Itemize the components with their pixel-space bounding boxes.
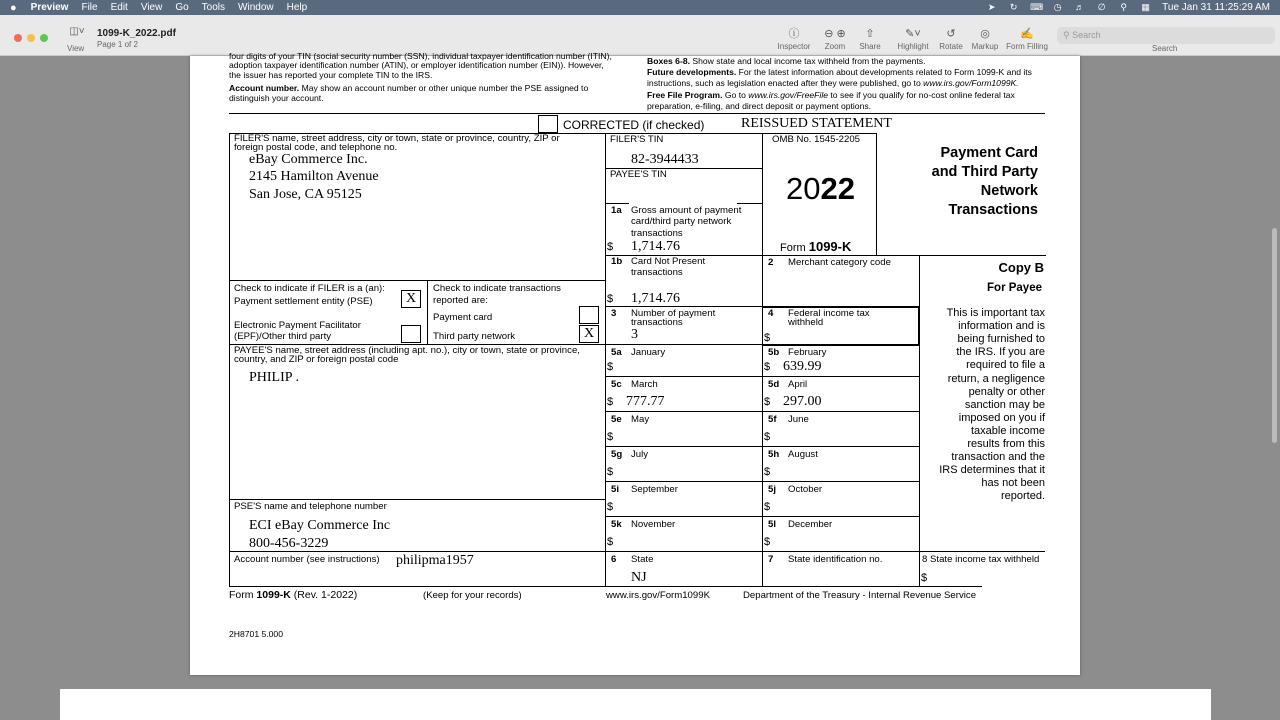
notice-line: imposed on you if [958, 411, 1045, 424]
epf-checkbox[interactable] [401, 325, 421, 343]
form-filling-icon: ✍ [1020, 28, 1034, 40]
omb-number: OMB No. 1545-2205 [772, 134, 860, 145]
box-5g-number: 5g [611, 449, 623, 460]
payee-label-1: PAYEE'S name, street address (including apt. no.), city or town, state or province, [234, 345, 580, 356]
zoom-window-button[interactable] [40, 34, 48, 42]
control-center-icon[interactable]: ▦ [1141, 2, 1150, 12]
keyboard-icon[interactable]: ⌨ [1030, 2, 1044, 12]
box-5j-month-label: October [788, 484, 823, 495]
filer-tin-value[interactable]: 82-3944433 [631, 152, 699, 167]
payee-name[interactable]: PHILIP . [249, 370, 300, 385]
pse-name[interactable]: ECI eBay Commerce Inc [249, 518, 391, 533]
box-7-label: State identification no. [788, 554, 883, 565]
box-5j-number: 5j [768, 484, 777, 495]
footer-department: Department of the Treasury - Internal Revenue Service [743, 590, 977, 601]
vertical-scrollbar[interactable] [1272, 228, 1277, 443]
form-title-2: and Third Party [931, 164, 1038, 180]
box-5e-month-label: May [631, 414, 650, 425]
pse-label: Payment settlement entity (PSE) [234, 296, 373, 307]
tax-year: 2022 [786, 171, 855, 206]
menu-window[interactable]: Window [238, 2, 274, 13]
box-5c-month-label: March [631, 379, 658, 390]
form-number-header: Form 1099-K [780, 239, 852, 254]
box-5h-number: 5h [768, 449, 780, 460]
box-1a-label-2: card/third party network [631, 216, 732, 227]
document-title[interactable]: 1099-K_2022.pdf [97, 28, 176, 39]
box-5k-dollar-sign: $ [607, 536, 614, 548]
box-5b-value[interactable]: 639.99 [783, 359, 822, 374]
pse-checkbox[interactable]: X [401, 290, 421, 308]
box-5c-dollar-sign: $ [607, 396, 614, 408]
notice-line: reported. [1000, 490, 1045, 503]
filer-city[interactable]: San Jose, CA 95125 [249, 187, 362, 202]
box-6-number: 6 [611, 554, 617, 565]
filer-name[interactable]: eBay Commerce Inc. [249, 152, 368, 167]
box-5c-number: 5c [611, 379, 622, 390]
box-1a-number: 1a [611, 205, 622, 216]
box-5l-dollar-sign: $ [764, 536, 771, 548]
search-field[interactable] [1057, 27, 1275, 44]
reissued-statement: REISSUED STATEMENT [741, 116, 892, 131]
notice-line: transaction and the [951, 451, 1045, 464]
box-3-value[interactable]: 3 [631, 327, 638, 342]
instr-tin-line-2: adoption taxpayer identification number (ATIN), or employer identification number (EIN)). However, [229, 60, 604, 70]
box-5f-dollar-sign: $ [764, 431, 771, 443]
pse-name-label: PSE'S name and telephone number [234, 501, 387, 512]
box-5a-dollar-sign: $ [607, 361, 614, 373]
location-icon[interactable]: ➤ [987, 2, 996, 12]
box-3-label-1: Number of payment [631, 308, 716, 319]
notice-line: penalty or other [968, 385, 1045, 398]
sidebar-view-icon[interactable]: ◫˅ [69, 26, 85, 37]
box-5d-number: 5d [768, 379, 780, 390]
search-label: Search [1152, 44, 1178, 53]
box-5d-month-label: April [788, 379, 808, 390]
box-5a-month-label: January [631, 347, 666, 358]
payment-card-checkbox[interactable] [579, 306, 599, 324]
payment-card-label: Payment card [433, 312, 493, 323]
footer-form-number: Form 1099-K (Rev. 1-2022) [229, 589, 358, 601]
third-party-checkbox[interactable]: X [579, 325, 599, 343]
pdf-page-2[interactable] [60, 689, 1211, 720]
volume-icon[interactable]: ♬ [1075, 2, 1085, 12]
box-8-label: 8 State income tax withheld [922, 554, 1040, 565]
notice-line: IRS determines that it [939, 464, 1045, 477]
instr-tin-line-1: four digits of your TIN (social security number (SSN), individual taxpayer identification number (ITIN), [229, 51, 612, 61]
box-5k-number: 5k [611, 519, 622, 530]
box-4-label-2: withheld [788, 317, 824, 328]
share-icon: ⇧ [865, 28, 875, 40]
payee-label-2: country, and ZIP or foreign postal code [234, 354, 399, 365]
pdf-page-1[interactable]: four digits of your TIN (social security number (SSN), individual taxpayer identification number (ITIN), adoption taxpayer identification number (ATIN), or employer identification number (EIN)). However, the issuer has reported your complete TIN to the IRS. Account number. May show an account number or other unique number the PSE assigned to distinguish your account. Boxes 6-8. Show state and local income tax withheld from the payments. Future developments. For the latest information about developments related to Form 1099-K and its instructions, such as legislation enacted after they were published, go to www.irs.gov/Form1099K. Free File Program. Go to www.irs.gov/FreeFile to see if you qualify for no-cost online federal tax preparation, e-filing, and direct deposit or payment options. CORRECTED (if checked) REISSUED STATEMENT FILER'S name, street address, city or town, state or province, country, ZIP or foreign postal code, and telephone no. eBay Commerce Inc. 2145 Hamilton Avenue San Jose, CA 95125 FILER'S TIN 82-3944433 PAYEE'S TIN OMB No. 1545-2205 2022 Form 1099-K Payment Card and Third Party Network Transactions 1a Gross amount of payment card/third party network transactions $ 1,714.76 1b Card Not Present transactions $ 1,714.76 2 Merchant category code 3 Number of payment transactions 3 4 Federal income tax withheld $ Check to indicate if FILER is a (an): Payment settlement entity (PSE) X Electronic Payment Facilitator (EPF)/Other third party Check to indicate transactions reported are: Payment card Third party network X PAYEE'S name, street address (including apt. no.), city or town, state or province, country, and ZIP or foreign postal code PHILIP . 5a January $ 5b February $ 639.99 5c March $ 777.77 5d April $ 297.00 5e May $ 5f June $ 5g July $ 5h August $ 5i September $ 5j October $ 5k November $ 5l December $ PSE'S name and telephone number ECI eBay Commerce Inc 800-456-3229 Account number (see instructions) philipma1957 6 State NJ 7 State identification no. 8 State income tax withheld $ Copy B For Payee This is important tax information and is being furnished to the IRS. If you are required to file a return, a negligence penalty or other sanction may be imposed on you if taxable income results from this transaction and the IRS determines that it has not been reported. Form 1099-K (Rev. 1-2022) (Keep for your records) www.irs.gov/Form1099K Department of the Treasury - Internal Revenue Service 2H8701 5.000 [190, 56, 1080, 675]
filer-label-1: FILER'S name, street address, city or town, state or province, country, ZIP or [234, 133, 560, 144]
form-title-4: Transactions [948, 202, 1038, 218]
footer-url: www.irs.gov/Form1099K [606, 590, 710, 601]
box-4-label-1: Federal income tax [788, 308, 870, 319]
zoom-icon: ⊖ ⊕ [824, 28, 846, 40]
third-party-label: Third party network [433, 331, 516, 342]
form-title-3: Network [980, 183, 1038, 199]
markup-button[interactable]: ◎ Markup [969, 28, 1001, 51]
box-5a-number: 5a [611, 347, 622, 358]
box-5i-number: 5i [611, 484, 620, 495]
epf-label-1: Electronic Payment Facilitator [234, 320, 361, 331]
payee-tin-label: PAYEE'S TIN [610, 169, 667, 180]
trans-check-label-2: reported are: [433, 295, 488, 306]
box-5b-month-label: February [788, 347, 827, 358]
box-5b-number: 5b [768, 347, 780, 358]
divider-line [229, 113, 1045, 114]
corrected-checkbox[interactable] [538, 115, 558, 133]
instr-tin-line-3: the issuer has reported your complete TIN to the IRS. [229, 70, 433, 80]
box-5d-dollar-sign: $ [764, 396, 771, 408]
wifi-off-icon[interactable]: ∅ [1097, 2, 1106, 12]
box-1b-label-2: transactions [631, 267, 683, 278]
instr-future-line-1: Future developments. For the latest information about developments related to Form 1099-K and its [647, 67, 1032, 77]
info-icon: ⓘ [788, 28, 800, 40]
box-2-number: 2 [768, 257, 774, 268]
sync-icon[interactable]: ↻ [1009, 2, 1018, 12]
box-7-number: 7 [768, 554, 774, 565]
menu-edit[interactable]: Edit [110, 2, 128, 13]
rotate-button[interactable]: ↺ Rotate [936, 28, 966, 51]
zoom-button[interactable]: ⊖ ⊕ Zoom [818, 28, 852, 51]
account-number-value[interactable]: philipma1957 [396, 553, 474, 568]
menu-bar [0, 0, 1280, 15]
notice-line: results from this [967, 438, 1045, 450]
box-5k-month-label: November [631, 519, 676, 530]
box-5g-dollar-sign: $ [607, 466, 614, 478]
apple-icon[interactable]: ● [10, 1, 17, 14]
box-6-value[interactable]: NJ [631, 570, 647, 585]
box-2-label: Merchant category code [788, 257, 891, 268]
filer-label-2: foreign postal code, and telephone no. [234, 142, 398, 153]
instr-account-line-1: Account number. May show an account number or other unique number the PSE assigned to [229, 83, 589, 93]
box-5i-dollar-sign: $ [607, 501, 614, 513]
menu-app-preview[interactable]: Preview [30, 2, 69, 13]
notice-line: required to file a [966, 359, 1045, 372]
instr-freefile-line-1: Free File Program. Go to www.irs.gov/FreeFile to see if you qualify for no-cost online federal tax [647, 90, 1015, 100]
search-placeholder: Search [1072, 30, 1101, 40]
search-field-icon: ⚲ [1063, 30, 1073, 40]
notice-line: the IRS. If you are [956, 346, 1045, 359]
box-5f-month-label: June [788, 414, 809, 425]
corrected-label: CORRECTED (if checked) [563, 118, 705, 132]
box-1b-number: 1b [611, 256, 623, 267]
view-label: View [67, 44, 85, 53]
notice-line: has not been [981, 477, 1045, 490]
instr-freefile-line-2: preparation, e-filing, and direct deposit or payment options. [647, 101, 872, 111]
account-number-label: Account number (see instructions) [234, 554, 380, 565]
box-1a-label-1: Gross amount of payment [631, 205, 742, 216]
form-code: 2H8701 5.000 [229, 629, 283, 639]
box-5b-dollar-sign: $ [764, 361, 771, 373]
box-5e-number: 5e [611, 414, 622, 425]
notice-line: This is important tax [946, 307, 1045, 319]
share-button[interactable]: ⇧ Share [855, 28, 885, 51]
box-1b-label-1: Card Not Present [631, 256, 706, 267]
box-5f-number: 5f [768, 414, 777, 425]
box-5d-value[interactable]: 297.00 [783, 394, 822, 409]
search-icon[interactable]: ⚲ [1120, 2, 1127, 12]
box-3-label-2: transactions [631, 317, 683, 328]
box-5c-value[interactable]: 777.77 [626, 394, 665, 409]
menu-tools[interactable]: Tools [201, 2, 226, 13]
instr-boxes-6-8: Boxes 6-8. Show state and local income tax withheld from the payments. [647, 56, 926, 66]
form-filling-button[interactable]: ✍ Form Filling [1006, 28, 1048, 51]
markup-icon: ◎ [980, 28, 990, 40]
box-5g-month-label: July [631, 449, 649, 460]
notice-line: return, a negligence [947, 372, 1045, 385]
box-5h-month-label: August [788, 449, 818, 460]
footer-keep-records: (Keep for your records) [423, 590, 522, 601]
filer-tin-label: FILER'S TIN [610, 134, 664, 145]
box-1a-label-3: transactions [631, 228, 683, 239]
form-title-1: Payment Card [940, 145, 1038, 161]
menu-view[interactable]: View [140, 2, 163, 13]
notice-line: being furnished to [957, 333, 1045, 346]
box-6-label: State [631, 554, 654, 565]
box-4-number: 4 [768, 308, 774, 319]
box-5i-month-label: September [631, 484, 678, 495]
time-machine-icon[interactable]: ◷ [1053, 2, 1062, 12]
menu-go[interactable]: Go [175, 2, 189, 13]
pse-check-label: Check to indicate if FILER is a (an): [234, 283, 385, 294]
menu-file[interactable]: File [81, 2, 98, 13]
page-count: Page 1 of 2 [97, 40, 138, 49]
window-toolbar [0, 15, 1280, 56]
minimize-window-button[interactable] [27, 34, 35, 42]
copy-b-label: Copy B [998, 260, 1044, 275]
notice-line: sanction may be [964, 398, 1045, 411]
notice-line: taxable income [971, 424, 1045, 437]
box-1a-value[interactable]: 1,714.76 [631, 239, 680, 254]
box-5l-month-label: December [788, 519, 833, 530]
menu-help[interactable]: Help [286, 2, 308, 13]
menubar-clock[interactable]: Tue Jan 31 11:25:29 AM [1162, 2, 1270, 13]
filer-street[interactable]: 2145 Hamilton Avenue [249, 169, 379, 184]
notice-line: information and is [958, 320, 1045, 333]
box-5h-dollar-sign: $ [764, 466, 771, 478]
box-5e-dollar-sign: $ [607, 431, 614, 443]
box-1b-value[interactable]: 1,714.76 [631, 291, 680, 306]
highlight-button[interactable]: ✎˅ Highlight [894, 28, 932, 51]
close-window-button[interactable] [14, 34, 22, 42]
pse-phone[interactable]: 800-456-3229 [249, 536, 329, 551]
inspector-button[interactable]: ⓘ Inspector [777, 28, 811, 51]
highlight-icon: ✎˅ [905, 28, 921, 40]
rotate-icon: ↺ [946, 28, 956, 40]
box-5l-number: 5l [768, 519, 777, 530]
box-3-number: 3 [611, 308, 617, 319]
epf-label-2: (EPF)/Other third party [234, 331, 332, 342]
trans-check-label-1: Check to indicate transactions [433, 283, 561, 294]
box-5j-dollar-sign: $ [764, 501, 771, 513]
instr-account-line-2: distinguish your account. [229, 93, 324, 103]
for-payee-label: For Payee [987, 282, 1042, 294]
instr-future-line-2: instructions, such as legislation enacted after they were published, go to www.irs.gov/Form1099K. [647, 78, 1019, 88]
